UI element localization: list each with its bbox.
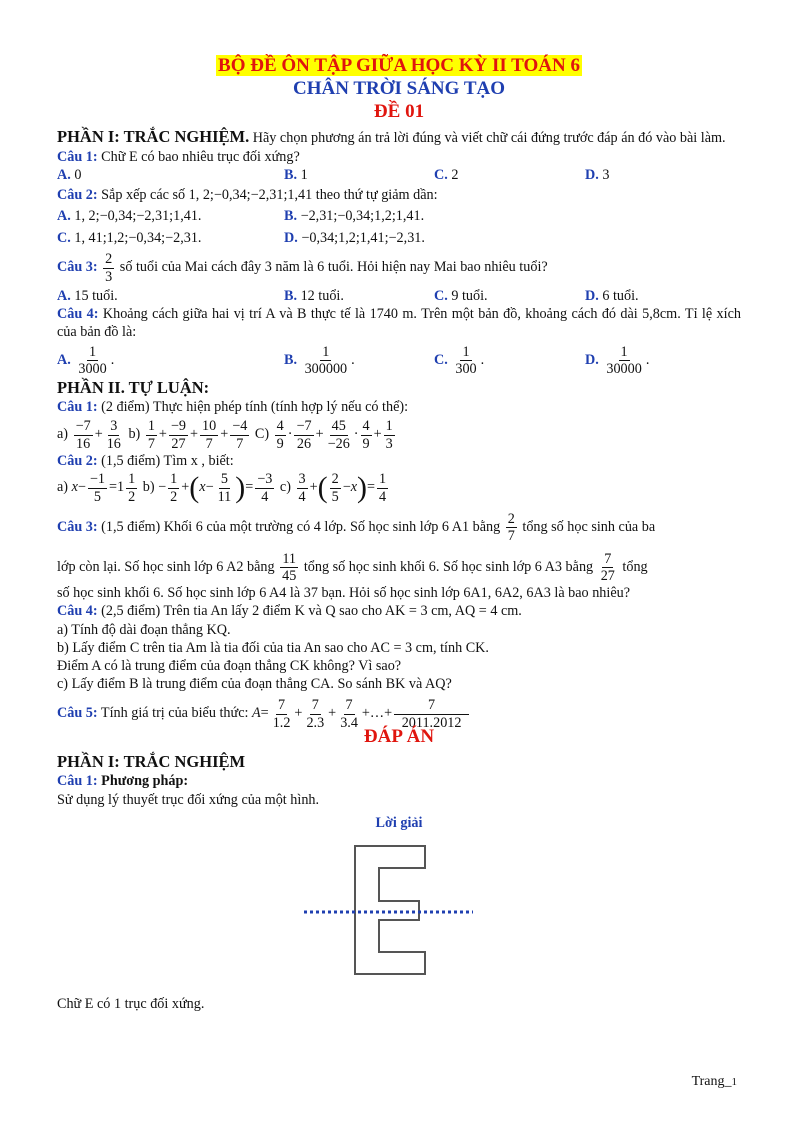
option-d: D. 6 tuổi. [585,288,639,305]
page-footer: Trang_1 [691,1074,737,1089]
option-d: D. $\frac{1}{30000}$ . [585,343,650,377]
answer-heading: ĐÁP ÁN [363,725,435,747]
letter-e-outline [355,846,425,974]
option-a: A. 0 [57,166,82,183]
mc-question-2-options-row1 [57,207,741,225]
mc-question-2-options-row2 [57,229,741,247]
solution-label: Lời giải [375,814,423,831]
doc-title: BỘ ĐỀ ÔN TẬP GIỮA HỌC KỲ II TOÁN 6 [218,55,580,76]
answer-q1-method: Câu 1: Phương pháp: [57,773,189,790]
option-a: A. 1, 2;−0,34;−2,31;1,41. [57,208,202,225]
option-b: B. 1 [284,166,308,183]
option-d: D. −0,34;1,2;1,41;−2,31. [284,230,425,247]
part1-instruction: Hãy chọn phương án trả lời đúng và viết chữ cái đứng trước đáp án đó vào bài làm. [249,130,726,147]
mc-question-3-options [57,287,741,305]
essay-question-3: Câu 3: (1,5 điểm) Khối 6 của một trường có 4 lớp. Số học sinh lớp 6 A1 bằng $\frac{2}{7}$ tổng số học sinh của ba [57,510,656,545]
mc-question-4-options [57,344,741,378]
option-c: C. 1, 41;1,2;−0,34;−2,31. [57,230,202,247]
part1-heading: PHẦN I: TRẮC NGHIỆM. [57,127,250,147]
mc-question-2: Câu 2: Sắp xếp các số 1, 2;−0,34;−2,31;1,41 theo thứ tự giảm dần: [57,186,438,203]
essay-question-2-equations: a) x− $\frac{-1}{5}$ =1 $\frac{1}{2}$ b) − $\frac{1}{2}$ +(x− $\frac{5}{11}$ )= $\frac{-3}{4}$ c) $\frac{3}{4}$ +( $\frac{2}{5}$ −x)= $\frac{1}{4}$ [57,471,387,505]
option-b: B. $\frac{1}{300000}$ . [284,343,355,377]
mc-question-1: Câu 1: Chữ E có bao nhiêu trục đối xứng? [57,148,300,165]
mc-question-3: Câu 3: $\frac{2}{3}$ số tuổi của Mai cách đây 3 năm là 6 tuổi. Hỏi hiện nay Mai bao nhiêu tuổi? [57,251,548,285]
letter-e-symmetry-diagram [57,832,741,992]
essay-question-4-b2: Điểm A có là trung điểm của đoạn thẳng CK không? Vì sao? [57,657,402,674]
option-a: A. 15 tuổi. [57,288,118,305]
essay-question-4-b: b) Lấy điểm C trên tia Am là tia đối của tia An sao cho AC = 3 cm, tính CK. [57,639,489,656]
document-page [57,54,741,1013]
essay-question-1-expressions: a) $\frac{-7}{16}$ + $\frac{3}{16}$ b) $\frac{1}{7}$ + $\frac{-9}{27}$ + $\frac{10}{7}$ + $\frac{-4}{7}$ C) $\frac{4}{9}$ · $\frac{-7}{26}$ + $\frac{45}{-26}$ · $\frac{4}{9}$ + $\frac{1}{3}$ [57,418,393,452]
option-d: D. 3 [585,166,610,183]
essay-question-1: Câu 1: (2 điểm) Thực hiện phép tính (tính hợp lý nếu có thể): [57,399,409,416]
answer-part1-heading: PHẦN I: TRẮC NGHIỆM [57,752,246,772]
answer-conclusion: Chữ E có 1 trục đối xứng. [57,995,205,1012]
essay-question-4: Câu 4: (2,5 điểm) Trên tia An lấy 2 điểm K và Q sao cho AK = 3 cm, AQ = 4 cm. [57,603,522,620]
essay-question-2: Câu 2: (1,5 điểm) Tìm x , biết: [57,453,234,470]
doc-subtitle: CHÂN TRỜI SÁNG TẠO [292,77,506,99]
option-b: B. 12 tuổi. [284,288,344,305]
fraction: $\frac{2}{3}$ [105,251,113,285]
option-b: B. −2,31;−0,34;1,2;1,41. [284,208,425,225]
exam-number: ĐỀ 01 [373,100,425,122]
part1-intro [57,126,741,147]
option-a: A. $\frac{1}{3000}$ . [57,343,115,377]
part2-heading: PHẦN II. TỰ LUẬN: [57,378,210,398]
essay-question-3-line3: số học sinh khối 6. Số học sinh lớp 6 A4 là 37 bạn. Hỏi số học sinh lớp 6A1, 6A2, 6A3 là bao nhiêu? [57,585,631,602]
mc-question-4: Câu 4: Khoảng cách giữa hai vị trí A và B thực tế là 1740 m. Trên một bản đồ, khoảng cách đó dài 5,8cm. Tỉ lệ xích của bản đồ là: [57,306,741,341]
essay-question-4-a: a) Tính độ dài đoạn thẳng KQ. [57,621,231,638]
option-c: C. 9 tuổi. [434,288,488,305]
answer-q1-method-text: Sử dụng lý thuyết trục đối xứng của một hình. [57,791,320,808]
essay-question-5: Câu 5: Tính giá trị của biểu thức: A= $\frac{7}{1.2}$ + $\frac{7}{2.3}$ + $\frac{7}{3.4}$ +…+ $\frac{7}{2011.2012}$ [57,697,468,731]
mc-question-1-options [57,166,741,184]
essay-question-3-line2: lớp còn lại. Số học sinh lớp 6 A2 bằng $\frac{11}{45}$ tổng số học sinh khối 6. Số học sinh lớp 6 A3 bằng $\frac{7}{27}$ tổng [57,550,648,584]
option-c: C. $\frac{1}{300}$ . [434,343,485,377]
letter-e-figure [57,832,741,992]
option-c: C. 2 [434,166,459,183]
essay-question-4-c: c) Lấy điểm B là trung điểm của đoạn thẳng CA. So sánh BK và AQ? [57,676,452,693]
